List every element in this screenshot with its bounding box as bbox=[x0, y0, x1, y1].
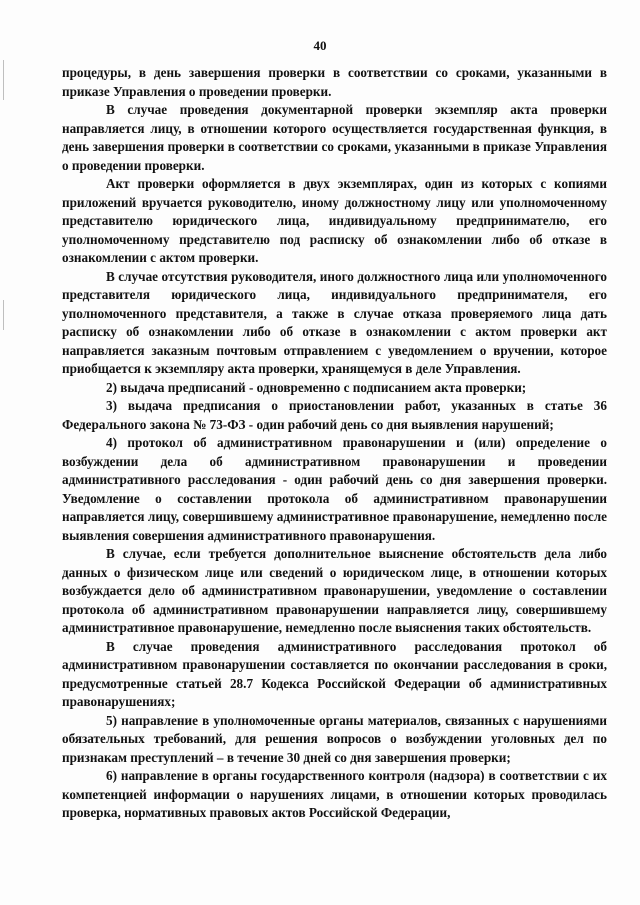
scan-margin-line bbox=[3, 60, 4, 100]
paragraph: В случае, если требуется дополнительное выяснение обстоятельств дела либо данных о физическом лице или сведений о юридическом лице, в отношении которых возбуждается дело об административном правонарушении, уведомление о составлении протокола об административном правонарушении направляется лицу, совершившему административное правонарушение, немедленно после выяснения таких обстоятельств. bbox=[62, 546, 607, 635]
page-number: 40 bbox=[313, 38, 327, 53]
list-item-3: 3) выдача предписания о приостановлении работ, указанных в статье 36 Федерального закона № 73-ФЗ - один рабочий день со дня выявления нарушений; bbox=[62, 398, 607, 432]
paragraph: Акт проверки оформляется в двух экземплярах, один из которых с копиями приложений вручается руководителю, иному должностному лицу или уполномоченному представителю юридического лица, индивидуальному предпринимателю, его уполномоченному представителю под расписку об ознакомлении либо об отказе в ознакомлении с актом проверки. bbox=[62, 176, 607, 265]
scan-margin-line bbox=[3, 300, 4, 330]
paragraph: В случае отсутствия руководителя, иного должностного лица или уполномоченного представителя юридического лица, индивидуального предпринимателя, его уполномоченного представителя, а также в случае отказа проверяемого лица дать расписку об ознакомлении либо об отказе в ознакомлении с актом проверки акт направляется заказным почтовым отправлением с уведомлением о вручении, которое приобщается к экземпляру акта проверки, хранящемуся в деле Управления. bbox=[62, 268, 607, 376]
paragraph: В случае проведения документарной проверки экземпляр акта проверки направляется лицу, в отношении которого осуществляется государственная функция, в день завершения проверки в соответствии со сроками, указанными в приказе Управления о проведении проверки. bbox=[62, 102, 607, 173]
document-body bbox=[62, 64, 607, 823]
list-item-2: 2) выдача предписаний - одновременно с подписанием акта проверки; bbox=[106, 379, 527, 395]
list-item-6: 6) направление в органы государственного контроля (надзора) в соответствии с их компетенцией информации о нарушениях лицами, в отношении которых проводилась проверка, нормативных правовых актов Российской Федерации, bbox=[62, 768, 607, 820]
paragraph-continuation: процедуры, в день завершения проверки в соответствии со сроками, указанными в приказе Управления о проведении проверки. bbox=[62, 65, 607, 99]
paragraph: В случае проведения административного расследования протокол об административном правонарушении составляется по окончании расследования в сроки, предусмотренные статьей 28.7 Кодекса Российской Федерации об административных правонарушениях; bbox=[62, 638, 607, 709]
list-item-5: 5) направление в уполномоченные органы материалов, связанных с нарушениями обязательных требований, для решения вопросов о возбуждении уголовных дел по признакам преступлений – в течение 30 дней со дня завершения проверки; bbox=[62, 712, 607, 765]
list-item-4: 4) протокол об административном правонарушении и (или) определение о возбуждении дела об административном правонарушении и проведении административного расследования - один рабочий день со дня завершения проверки. Уведомление о составлении протокола об административном правонарушении направляется лицу, совершившему административное правонарушение, немедленно после выявления совершения административного правонарушения. bbox=[62, 435, 607, 543]
